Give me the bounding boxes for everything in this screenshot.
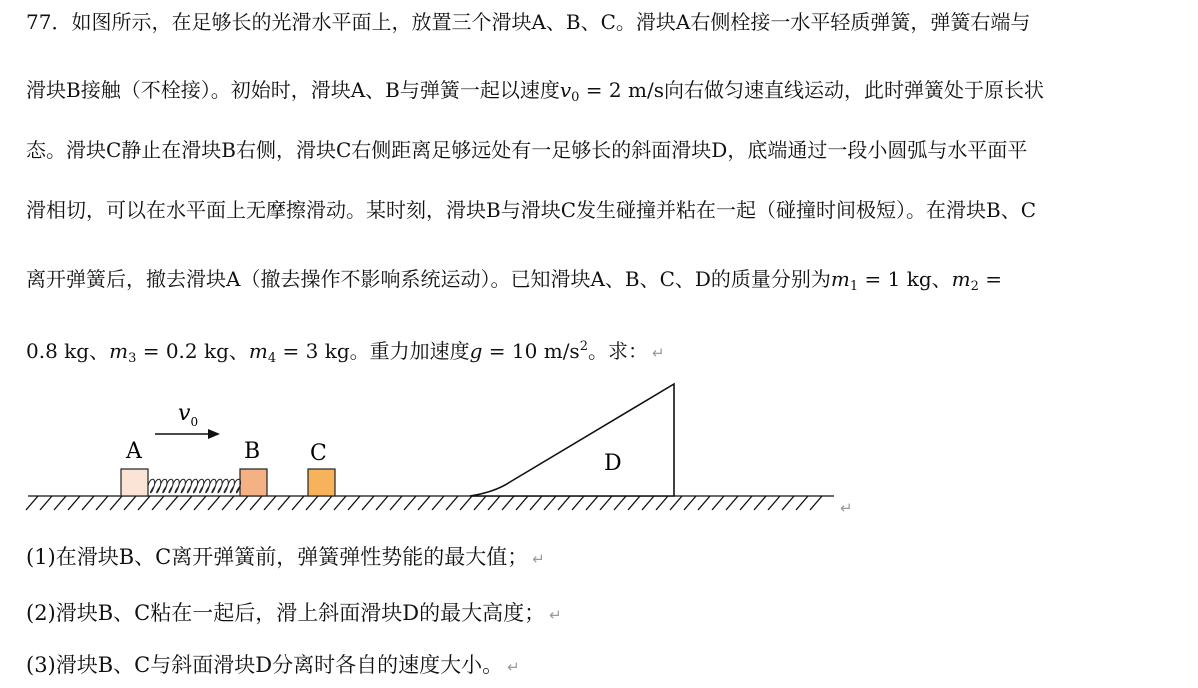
- physics-figure: [0, 370, 880, 520]
- paragraph-mark: ↵: [651, 344, 665, 362]
- problem-line-3: 态。滑块C静止在滑块B右侧，滑块C右侧距离足够远处有一足够长的斜面滑块D，底端通过一段小圆弧与水平面平: [26, 138, 1028, 162]
- incline-d: [470, 384, 674, 496]
- velocity-label: $v_0$: [178, 401, 199, 429]
- question-1: (1)在滑块B、C离开弹簧前，弹簧弹性势能的最大值； ↵: [26, 545, 545, 569]
- block-c-label: C: [310, 441, 327, 466]
- problem-line-1: 77．如图所示，在足够长的光滑水平面上，放置三个滑块A、B、C。滑块A右侧栓接一水平轻质弹簧，弹簧右端与: [26, 10, 1031, 34]
- ground-hatching: [26, 496, 834, 510]
- velocity-arrow: [155, 429, 220, 439]
- block-c: [308, 469, 335, 496]
- block-b-label: B: [244, 439, 261, 464]
- block-a-label: A: [126, 439, 142, 464]
- spring: [148, 479, 241, 493]
- block-b: [240, 469, 267, 496]
- problem-line-4: 滑相切，可以在水平面上无摩擦滑动。某时刻，滑块B与滑块C发生碰撞并粘在一起（碰撞时间极短）。在滑块B、C: [26, 198, 1036, 222]
- problem-line-2: 滑块B接触（不栓接）。初始时，滑块A、B与弹簧一起以速度$v_0 = 2$ m/s向右做匀速直线运动，此时弹簧处于原长状: [26, 78, 1044, 105]
- incline-d-label: D: [604, 451, 622, 476]
- block-a: [121, 469, 148, 496]
- question-3: (3)滑块B、C与斜面滑块D分离时各自的速度大小。 ↵: [26, 653, 520, 677]
- problem-line-6: 0.8 kg、$m_3 = 0.2$ kg、$m_4 = 3$ kg。重力加速度g = 10 $m/s^2$。求： ↵: [26, 339, 665, 366]
- question-2: (2)滑块B、C粘在一起后，滑上斜面滑块D的最大高度； ↵: [26, 601, 562, 625]
- problem-line-5: 离开弹簧后，撤去滑块A（撤去操作不影响系统运动）。已知滑块A、B、C、D的质量分别为$m_1 = 1$ kg、$m_2$ =: [26, 267, 1003, 294]
- figure-paragraph-mark: ↵: [840, 499, 853, 517]
